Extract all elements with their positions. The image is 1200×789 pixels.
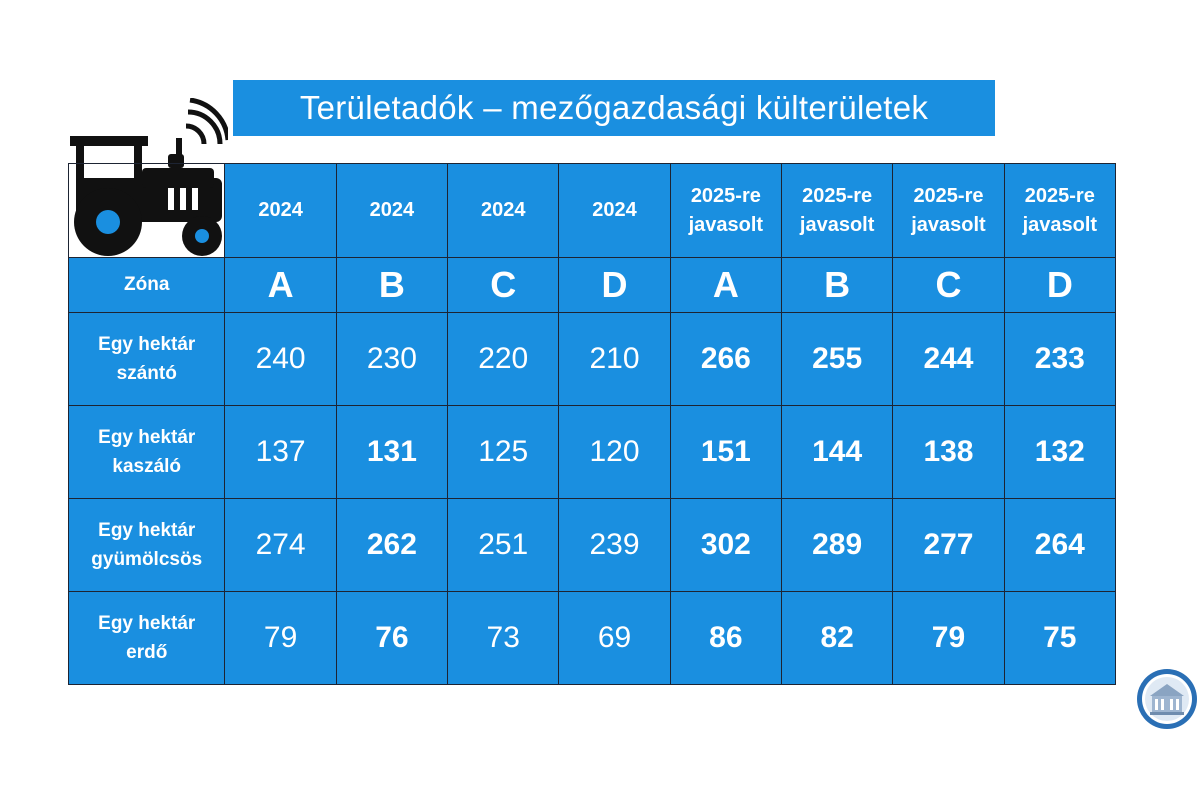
value-2025-cell: 266: [670, 313, 781, 406]
year-cell: 2024: [336, 164, 447, 258]
value-2025-cell: 264: [1004, 499, 1115, 592]
row-label: [69, 313, 225, 406]
row-label-line1: Egy hektár: [98, 520, 196, 541]
proposed-zone-cell: C: [893, 258, 1004, 313]
row-label-line2: kaszáló: [112, 456, 182, 477]
value-2025-cell: 79: [893, 592, 1004, 685]
zone-cell: C: [448, 258, 559, 313]
table-row: [69, 406, 1116, 499]
row-label-line1: Egy hektár: [98, 334, 196, 355]
zone-row: [69, 258, 1116, 313]
year-cell: 2024: [225, 164, 336, 258]
value-2025-cell: 75: [1004, 592, 1115, 685]
value-2024-cell: 79: [225, 592, 336, 685]
proposed-zone-cell: D: [1004, 258, 1115, 313]
value-2025-cell: 277: [893, 499, 1004, 592]
row-label-line2: erdő: [126, 642, 168, 663]
value-2024-cell: 69: [559, 592, 670, 685]
value-2025-cell: 132: [1004, 406, 1115, 499]
row-label-line1: Egy hektár: [98, 613, 196, 634]
zone-cell: B: [336, 258, 447, 313]
year-header-row: [69, 164, 1116, 258]
value-2024-cell: 230: [336, 313, 447, 406]
zone-label: Zóna: [69, 258, 225, 313]
value-2025-cell: 244: [893, 313, 1004, 406]
year-cell: 2024: [559, 164, 670, 258]
value-2025-cell: 255: [782, 313, 893, 406]
value-2025-cell: 233: [1004, 313, 1115, 406]
value-2025-cell: 289: [782, 499, 893, 592]
value-2025-cell: 138: [893, 406, 1004, 499]
proposed-year-cell: 2025-re javasolt: [893, 164, 1004, 258]
value-2024-cell: 274: [225, 499, 336, 592]
value-2025-cell: 144: [782, 406, 893, 499]
value-2024-cell: 131: [336, 406, 447, 499]
row-label: [69, 406, 225, 499]
value-2024-cell: 239: [559, 499, 670, 592]
value-2025-cell: 86: [670, 592, 781, 685]
row-label: [69, 592, 225, 685]
proposed-zone-cell: B: [782, 258, 893, 313]
proposed-year-cell: 2025-re javasolt: [782, 164, 893, 258]
row-label: [69, 499, 225, 592]
value-2024-cell: 76: [336, 592, 447, 685]
proposed-year-cell: 2025-re javasolt: [1004, 164, 1115, 258]
row-label-line2: gyümölcsös: [91, 549, 203, 570]
corner-cell: [69, 164, 225, 258]
value-2024-cell: 210: [559, 313, 670, 406]
table-row: [69, 313, 1116, 406]
value-2024-cell: 120: [559, 406, 670, 499]
value-2024-cell: 137: [225, 406, 336, 499]
value-2024-cell: 125: [448, 406, 559, 499]
proposed-zone-cell: A: [670, 258, 781, 313]
value-2024-cell: 251: [448, 499, 559, 592]
value-2024-cell: 73: [448, 592, 559, 685]
zone-cell: D: [559, 258, 670, 313]
table-row: [69, 499, 1116, 592]
value-2025-cell: 82: [782, 592, 893, 685]
slide-title: Területadók – mezőgazdasági külterületek: [233, 80, 995, 136]
zone-cell: A: [225, 258, 336, 313]
year-cell: 2024: [448, 164, 559, 258]
value-2024-cell: 220: [448, 313, 559, 406]
proposed-year-cell: 2025-re javasolt: [670, 164, 781, 258]
city-hall-seal-icon: [1136, 668, 1198, 730]
row-label-line2: szántó: [116, 363, 177, 384]
value-2024-cell: 240: [225, 313, 336, 406]
row-label-line1: Egy hektár: [98, 427, 196, 448]
table-row: [69, 592, 1116, 685]
tax-table: [68, 163, 1116, 685]
value-2025-cell: 302: [670, 499, 781, 592]
value-2025-cell: 151: [670, 406, 781, 499]
value-2024-cell: 262: [336, 499, 447, 592]
